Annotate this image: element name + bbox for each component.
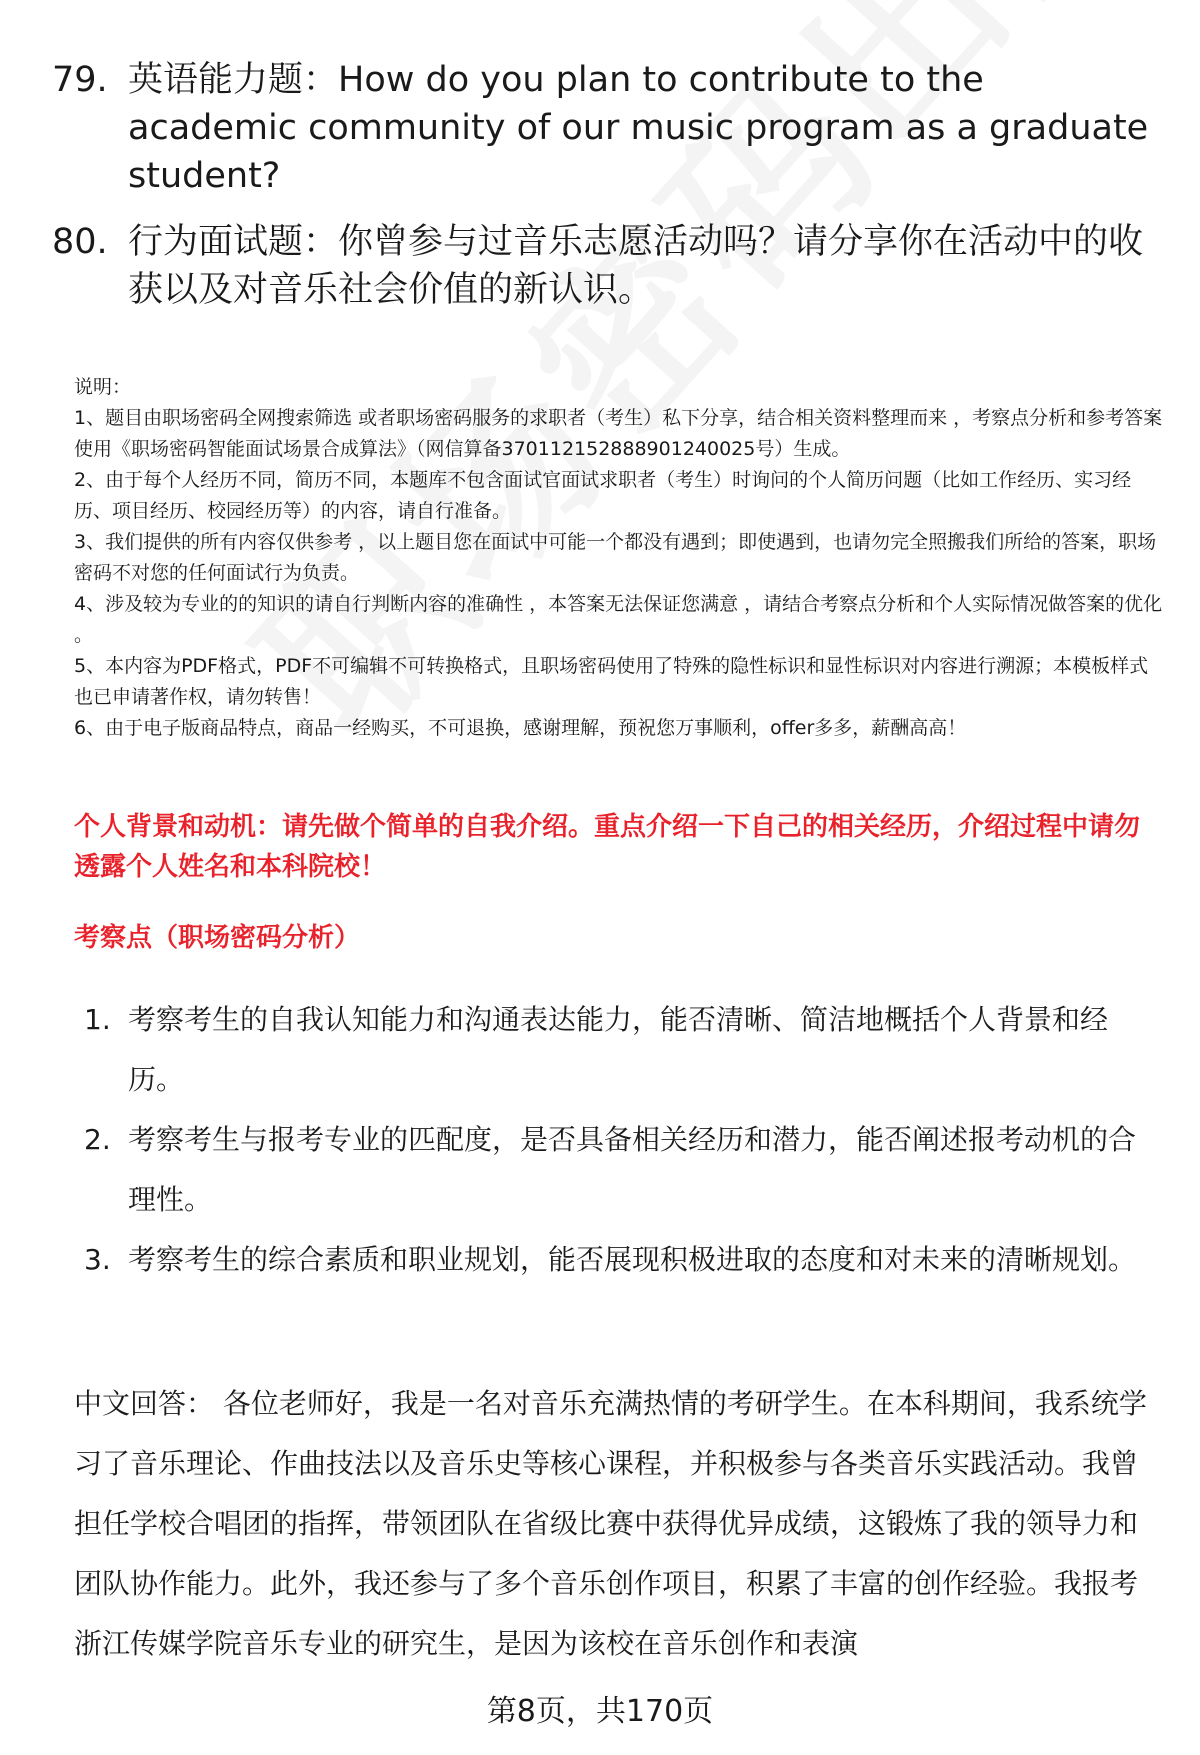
point-number: 2. [84,1123,111,1156]
question-text: 英语能力题：How do you plan to contribute to the academic community of our music program as a graduate student? [128,60,1149,196]
list-item [84,1110,1154,1230]
analysis-title: 考察点（职场密码分析） [74,923,361,953]
question-number: 80. [52,222,108,262]
notes-title: 说明： [74,376,132,398]
point-text: 考察考生的综合素质和职业规划，能否展现积极进取的态度和对未来的清晰规划。 [128,1243,1137,1276]
list-item [84,1230,1154,1290]
question-text: 行为面试题：你曾参与过音乐志愿活动吗？请分享你在活动中的收获以及对音乐社会价值的新认识。 [128,222,1144,310]
note-item: 4、涉及较为专业的的知识的请自行判断内容的准确性 ，本答案无法保证您满意 ，请结合考察点分析和个人实际情况做答案的优化 。 [74,593,1163,646]
list-item [84,990,1154,1110]
question-79 [52,56,1162,200]
note-item: 6、由于电子版商品特点，商品一经购买，不可退换，感谢理解，预祝您万事顺利，offer多多，薪酬高高！ [74,717,967,739]
note-item: 5、本内容为PDF格式，PDF不可编辑不可转换格式，且职场密码使用了特殊的隐性标识和显性标识对内容进行溯源；本模板样式也已申请著作权，请勿转售！ [74,655,1149,708]
note-item: 3、我们提供的所有内容仅供参考 ，以上题目您在面试中可能一个都没有遇到；即使遇到，也请勿完全照搬我们所给的答案，职场密码不对您的任何面试行为负责。 [74,531,1157,584]
answer-paragraph: 中文回答： 各位老师好，我是一名对音乐充满热情的考研学生。在本科期间，我系统学习了音乐理论、作曲技法以及音乐史等核心课程，并积极参与各类音乐实践活动。我曾担任学校合唱团的指挥，带领团队在省级比赛中获得优异成绩，这锻炼了我的领导力和团队协作能力。此外，我还参与了多个音乐创作项目，积累了丰富的创作经验。我报考浙江传媒学院音乐专业的研究生，是因为该校在音乐创作和表演 [74,1387,1147,1660]
notes-section [74,372,1164,744]
point-number: 1. [84,1003,111,1036]
page-footer: 第8页，共170页 [486,1694,714,1729]
note-item: 1、题目由职场密码全网搜索筛选 或者职场密码服务的求职者（考生）私下分享，结合相关资料整理而来 ，考察点分析和参考答案使用《职场密码智能面试场景合成算法》（网信算备370112152888901240025号）生成。 [74,407,1163,460]
point-text: 考察考生的自我认知能力和沟通表达能力，能否清晰、简洁地概括个人背景和经历。 [128,1003,1109,1096]
section-title: 个人背景和动机：请先做个简单的自我介绍。重点介绍一下自己的相关经历，介绍过程中请勿透露个人姓名和本科院校！ [74,812,1141,882]
point-text: 考察考生与报考专业的匹配度，是否具备相关经历和潜力，能否阐述报考动机的合理性。 [128,1123,1137,1216]
question-number: 79. [52,60,108,100]
question-80 [52,218,1162,314]
point-number: 3. [84,1243,111,1276]
note-item: 2、由于每个人经历不同，简历不同，本题库不包含面试官面试求职者（考生）时询问的个人简历问题（比如工作经历、实习经历、项目经历、校园经历等）的内容，请自行准备。 [74,469,1132,522]
analysis-points [84,990,1154,1290]
